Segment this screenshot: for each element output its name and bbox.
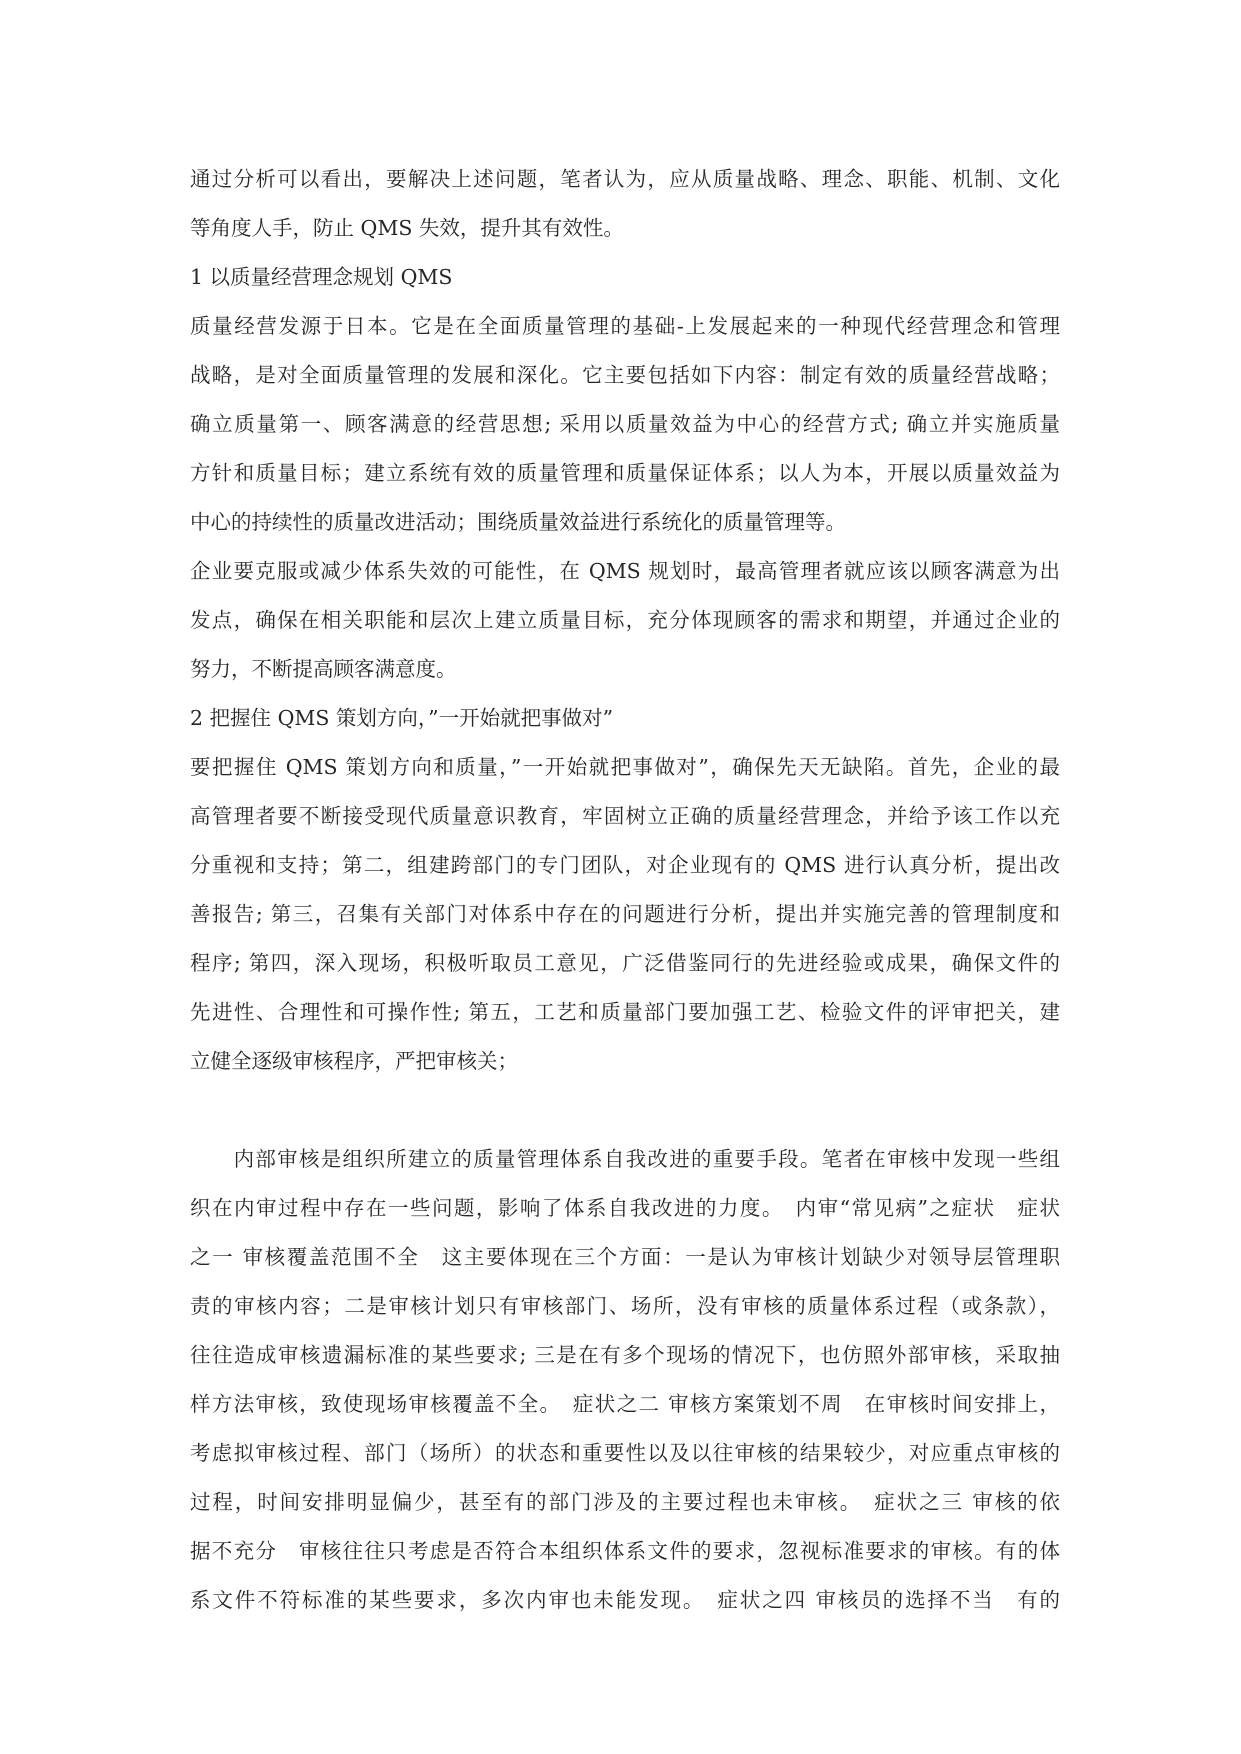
paragraph-line: 立健全逐级审核程序，严把审核关； <box>190 1049 518 1073</box>
paragraph-line: 通过分析可以看出，要解决上述问题，笔者认为，应从质量战略、理念、职能、机制、文化 <box>190 167 1060 191</box>
paragraph-line: 战略，是对全面质量管理的发展和深化。它主要包括如下内容：制定有效的质量经营战略； <box>190 363 1060 387</box>
paragraph-line: 据不充分 审核往往只考虑是否符合本组织体系文件的要求，忽视标准要求的审核。有的体 <box>190 1539 1060 1563</box>
paragraph-line: 样方法审核，致使现场审核覆盖不全。 症状之二 审核方案策划不周 在审核时间安排上， <box>190 1392 1060 1416</box>
paragraph-line: 织在内审过程中存在一些问题，影响了体系自我改进的力度。 内审“常见病”之症状 症状 <box>190 1196 1060 1220</box>
paragraph-line: 考虑拟审核过程、部门（场所）的状态和重要性以及以往审核的结果较少，对应重点审核的 <box>190 1441 1060 1465</box>
paragraph-line: 发点，确保在相关职能和层次上建立质量目标，充分体现顾客的需求和期望，并通过企业的 <box>190 608 1060 632</box>
paragraph-line: 确立质量第一、顾客满意的经营思想; 采用以质量效益为中心的经营方式; 确立并实施质量 <box>190 412 1060 436</box>
paragraph-line: 分重视和支持；第二，组建跨部门的专门团队，对企业现有的 QMS 进行认真分析，提出改 <box>190 853 1060 877</box>
section-heading: 2 把握住 QMS 策划方向，”一开始就把事做对” <box>190 706 614 730</box>
paragraph-line: 要把握住 QMS 策划方向和质量，”一开始就把事做对”，确保先天无缺陷。首先，企业的最 <box>190 755 1060 779</box>
paragraph-line: 程序; 第四，深入现场，积极听取员工意见，广泛借鉴同行的先进经验或成果，确保文件的 <box>190 951 1060 975</box>
paragraph-line: 内部审核是组织所建立的质量管理体系自我改进的重要手段。笔者在审核中发现一些组 <box>190 1147 1060 1171</box>
paragraph-line: 中心的持续性的质量改进活动；围绕质量效益进行系统化的质量管理等。 <box>190 510 846 534</box>
paragraph-line: 系文件不符标准的某些要求，多次内审也未能发现。 症状之四 审核员的选择不当 有的 <box>190 1588 1060 1612</box>
paragraph-line: 高管理者要不断接受现代质量意识教育，牢固树立正确的质量经营理念，并给予该工作以充 <box>190 804 1060 828</box>
paragraph-line: 质量经营发源于日本。它是在全面质量管理的基础-上发展起来的一种现代经营理念和管理 <box>190 314 1060 338</box>
section-heading: 1 以质量经营理念规划 QMS <box>190 265 453 289</box>
paragraph-line: 先进性、合理性和可操作性; 第五，工艺和质量部门要加强工艺、检验文件的评审把关，建 <box>190 1000 1060 1024</box>
document-body <box>190 155 1060 1625</box>
paragraph-line: 等角度人手，防止 QMS 失效，提升其有效性。 <box>190 216 624 240</box>
paragraph-line: 往往造成审核遗漏标准的某些要求; 三是在有多个现场的情况下，也仿照外部审核，采取抽 <box>190 1343 1060 1367</box>
paragraph-line: 过程，时间安排明显偏少，甚至有的部门涉及的主要过程也未审核。 症状之三 审核的依 <box>190 1490 1060 1514</box>
paragraph-line: 企业要克服或减少体系失效的可能性，在 QMS 规划时，最高管理者就应该以顾客满意为出 <box>190 559 1060 583</box>
paragraph-line: 方针和质量目标；建立系统有效的质量管理和质量保证体系；以人为本，开展以质量效益为 <box>190 461 1060 485</box>
paragraph-line: 善报告; 第三，召集有关部门对体系中存在的问题进行分析，提出并实施完善的管理制度和 <box>190 902 1060 926</box>
paragraph-line: 之一 审核覆盖范围不全 这主要体现在三个方面：一是认为审核计划缺少对领导层管理职 <box>190 1245 1060 1269</box>
paragraph-gap <box>190 1086 1060 1135</box>
paragraph-line: 努力，不断提高顾客满意度。 <box>190 657 457 681</box>
paragraph-line: 责的审核内容；二是审核计划只有审核部门、场所，没有审核的质量体系过程（或条款）， <box>190 1294 1060 1318</box>
